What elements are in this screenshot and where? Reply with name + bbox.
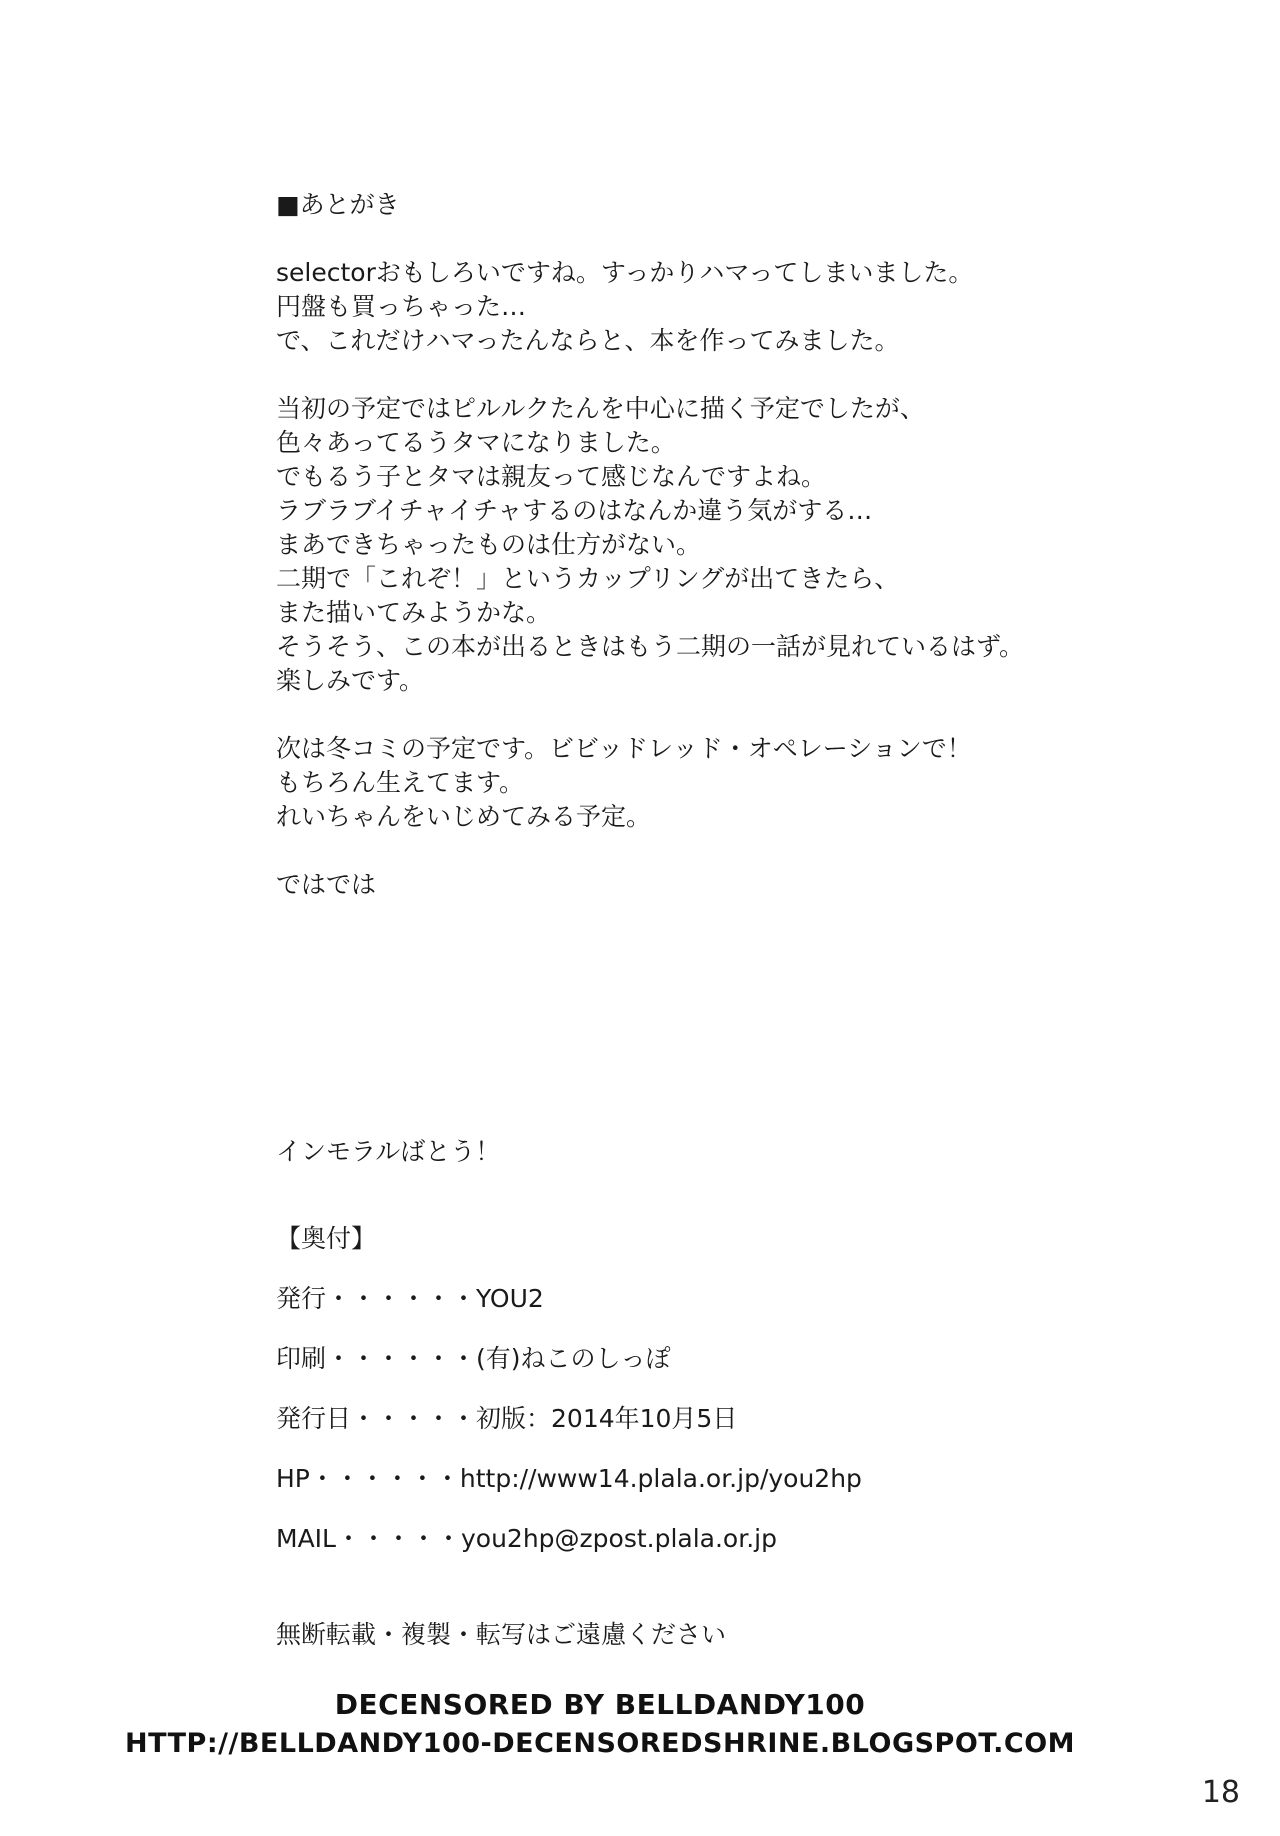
decensor-credit: DECENSORED BY BELLDANDY100: [334, 1688, 866, 1721]
afterword-line: そうそう、この本が出るときはもう二期の一話が見れているはず。: [276, 632, 1025, 661]
afterword-paragraph-2: [276, 392, 1176, 698]
afterword-line: 円盤も買っちゃった…: [276, 292, 527, 321]
afterword-closing: ではでは: [276, 870, 377, 899]
colophon-publish-date: 発行日・・・・・初版：2014年10月5日: [276, 1404, 738, 1433]
decensor-url: HTTP://BELLDANDY100-DECENSOREDSHRINE.BLOGSPOT.COM: [124, 1728, 1076, 1759]
afterword-line: れいちゃんをいじめてみる予定。: [276, 802, 652, 831]
afterword-line: で、これだけハマったんならと、本を作ってみました。: [276, 326, 900, 355]
afterword-paragraph-4: [276, 868, 1176, 902]
afterword-line: 楽しみです。: [276, 666, 425, 695]
colophon-section: [276, 1222, 862, 1582]
afterword-line: 当初の予定ではピルルクたんを中心に描く予定でしたが、: [276, 394, 925, 423]
afterword-line: 色々あってるうタマになりました。: [276, 428, 676, 457]
afterword-paragraph-1: [276, 256, 1176, 358]
afterword-heading: ■あとがき: [276, 190, 400, 219]
colophon-publisher: 発行・・・・・・YOU2: [276, 1284, 544, 1313]
afterword-line: ラブラブイチャイチャするのはなんか違う気がする…: [276, 496, 873, 525]
colophon-homepage: HP・・・・・・http://www14.plala.or.jp/you2hp: [276, 1464, 862, 1493]
afterword-line: selectorおもしろいですね。すっかりハマってしまいました。: [276, 258, 974, 287]
afterword-line: 二期で「これぞ！」というカップリングが出てきたら、: [276, 564, 900, 593]
page-number: 18: [1201, 1775, 1240, 1810]
copyright-notice: 無断転載・複製・転写はご遠慮ください: [276, 1620, 727, 1649]
afterword-line: まあできちゃったものは仕方がない。: [276, 530, 702, 559]
afterword-line: また描いてみようかな。: [276, 598, 552, 627]
afterword-line: でもるう子とタマは親友って感じなんですよね。: [276, 462, 827, 491]
book-title: インモラルばとう！: [276, 1137, 501, 1166]
afterword-section: [276, 188, 1176, 936]
colophon-mail: MAIL・・・・・you2hp@zpost.plala.or.jp: [276, 1524, 777, 1553]
afterword-line: もちろん生えてます。: [276, 768, 525, 797]
colophon-printer: 印刷・・・・・・(有)ねこのしっぽ: [276, 1344, 671, 1373]
afterword-line: 次は冬コミの予定です。ビビッドレッド・オペレーションで！: [276, 734, 972, 763]
afterword-paragraph-3: [276, 732, 1176, 834]
colophon-heading: 【奥付】: [276, 1224, 377, 1253]
